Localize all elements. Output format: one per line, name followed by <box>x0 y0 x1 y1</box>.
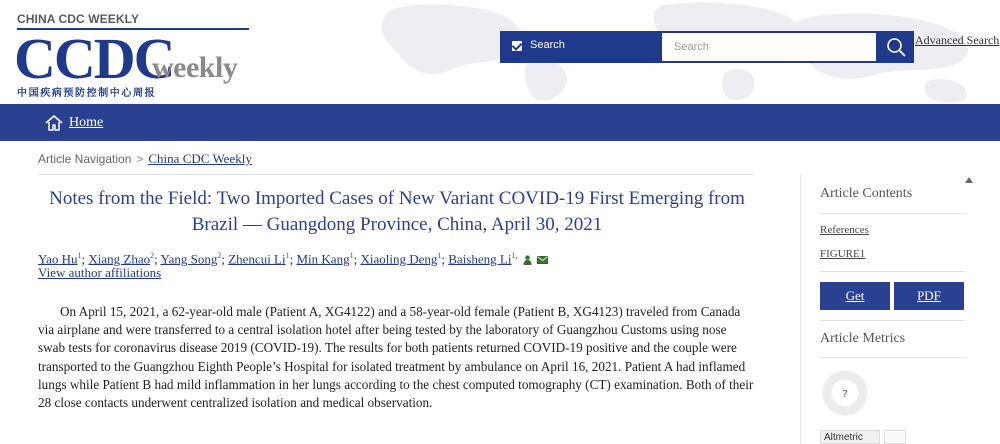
search-scope-label: Search <box>530 39 565 51</box>
search-icon <box>886 37 906 57</box>
corresponding-author-icon[interactable] <box>523 255 532 265</box>
pdf-button[interactable]: PDF <box>894 282 964 310</box>
altmetric-logo-icon <box>884 430 906 444</box>
author-affiliation-sup: 1 <box>349 251 354 260</box>
breadcrumb-divider <box>38 174 754 175</box>
main-nav-bar <box>0 104 1000 141</box>
sidebar-rule <box>820 213 966 214</box>
search-bar <box>500 31 914 63</box>
sidebar-rule <box>820 271 966 272</box>
search-input[interactable] <box>662 33 876 61</box>
author-list: Yao Hu$^1$; Xiang Zhao$^2$; Yang Song$^2$; Zhencui Li$^1$; Min Kang$^1$; Xiaoling Deng$^1$; Baisheng $Li^{1,}$ <box>38 247 754 268</box>
sidebar-scrollbar[interactable] <box>962 174 974 444</box>
altmetric-score: ? <box>842 389 848 400</box>
contents-link-references[interactable]: References <box>820 224 869 236</box>
home-label: Home <box>69 115 104 130</box>
author-link[interactable]: Yao Hu <box>38 251 78 267</box>
site-logo[interactable]: CCDC <box>14 26 174 91</box>
altmetric-badge[interactable] <box>820 430 880 444</box>
author-link[interactable]: Xiaoling Deng <box>360 251 438 267</box>
author-link[interactable]: Baisheng Li <box>448 251 512 267</box>
get-button[interactable]: Get <box>820 282 890 310</box>
home-icon <box>44 114 64 132</box>
site-header <box>0 0 1000 104</box>
author-affiliation-sup: 1 <box>77 251 82 260</box>
article-contents-heading: Article Contents <box>820 186 913 201</box>
sidebar-rule <box>820 357 966 358</box>
advanced-search-link[interactable]: Advanced Search <box>915 33 1000 47</box>
check-icon[interactable] <box>512 41 522 51</box>
article-title: Notes from the Field: Two Imported Cases of New Variant COVID-19 First Emerging from Brazil — Guangdong Province, China, April 30, 2021 <box>49 188 745 235</box>
search-button[interactable] <box>878 31 914 63</box>
author-affiliation-sup: 1 <box>437 251 442 260</box>
home-link[interactable] <box>44 113 103 133</box>
article-metrics-heading: Article Metrics <box>820 331 906 346</box>
author-link[interactable]: Yang Song <box>160 251 218 267</box>
email-icon[interactable] <box>537 256 548 264</box>
author-link[interactable]: Xiang Zhao <box>88 251 151 267</box>
view-affiliations-link[interactable]: View author affiliations <box>38 265 162 280</box>
breadcrumb-journal-link[interactable]: China CDC Weekly <box>148 151 252 166</box>
sidebar-rule <box>820 320 966 321</box>
breadcrumb-label: Article Navigation <box>38 152 132 166</box>
author-affiliation-sup: 1, <box>511 251 518 260</box>
author-affiliation-sup: 2 <box>150 251 155 260</box>
scroll-up-arrow-icon[interactable] <box>965 177 973 183</box>
breadcrumb-separator: > <box>136 152 144 166</box>
breadcrumb <box>38 151 252 167</box>
author-affiliation-sup: 1 <box>285 251 290 260</box>
sidebar-divider <box>800 174 801 444</box>
author-link[interactable]: Zhencui Li <box>228 251 286 267</box>
site-logo-subtitle: weekly <box>152 51 238 84</box>
brand-top-label: CHINA CDC WEEKLY <box>17 12 140 26</box>
contents-link-figure1[interactable]: FIGURE1 <box>820 248 866 260</box>
brand-chinese-name: 中国疾病预防控制中心周报 <box>17 88 157 99</box>
author-link[interactable]: Min Kang <box>296 251 350 267</box>
altmetric-label: Altmetric <box>824 432 863 443</box>
author-affiliation-sup: 2 <box>217 251 222 260</box>
article-body-paragraph: On April 15, 2021, a 62-year-old male (Patient A, XG4122) and a 58-year-old female (Patient B, XG4123) traveled from Canada via airplane and were transferred to a central isolation hotel after being tested by the laboratory of Guangzhou Customs using nose swab tests for coronavirus disease 2019 (COVID-19). The results for both patients returned COVID-19 positive and the couple were transported to the Guangzhou Eighth People’s Hospital for isolated treatment by ambulance on April 16, 2021. Patient A had inflamed lungs while Patient B had mild inflammation in her lungs according to the chest computed tomography (CT) examination. Both of their 28 close contacts underwent centralized isolation and medical observation. <box>38 304 754 411</box>
altmetric-donut[interactable] <box>820 368 870 418</box>
